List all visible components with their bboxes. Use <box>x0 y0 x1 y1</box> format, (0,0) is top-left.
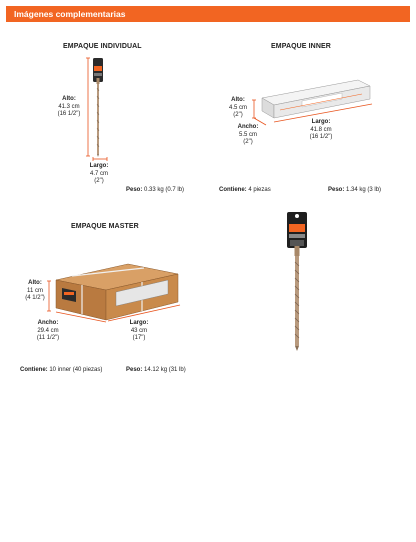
individual-alto-dimension-line <box>86 58 90 156</box>
individual-largo-dimension-line <box>93 157 107 161</box>
inner-alto-label: Alto: 4.5 cm (2") <box>228 97 247 118</box>
inner-largo-label: Largo: 41.8 cm (16 1/2") <box>309 119 333 140</box>
inner-contiene: Contiene: 4 piezas <box>219 187 271 193</box>
inner-alto-dimension-line <box>252 100 256 118</box>
inner-peso: Peso: 1.34 kg (3 lb) <box>328 187 382 193</box>
inner-ancho-label: Ancho: 5.5 cm (2") <box>237 124 259 145</box>
individual-title: EMPAQUE INDIVIDUAL <box>63 43 142 50</box>
individual-peso: Peso: 0.33 kg (0.7 lb) <box>126 187 185 193</box>
master-peso: Peso: 14.12 kg (31 lb) <box>126 367 186 373</box>
master-title: EMPAQUE MASTER <box>71 223 139 230</box>
product-drill-bit-image <box>282 212 312 352</box>
master-contiene: Contiene: 10 inner (40 piezas) <box>20 367 103 373</box>
inner-title: EMPAQUE INNER <box>271 43 331 50</box>
individual-alto-label: Alto: 41.3 cm (16 1/2") <box>57 96 81 117</box>
section-header: Imágenes complementarias <box>6 6 410 22</box>
master-ancho-label: Ancho: 29.4 cm (11 1/2") <box>36 320 60 341</box>
individual-largo-label: Largo: 4.7 cm (2") <box>89 163 109 184</box>
individual-drill-bit-image <box>88 58 112 158</box>
master-alto-label: Alto: 11 cm (4 1/2") <box>25 280 45 301</box>
master-largo-label: Largo: 43 cm (17") <box>129 320 149 341</box>
